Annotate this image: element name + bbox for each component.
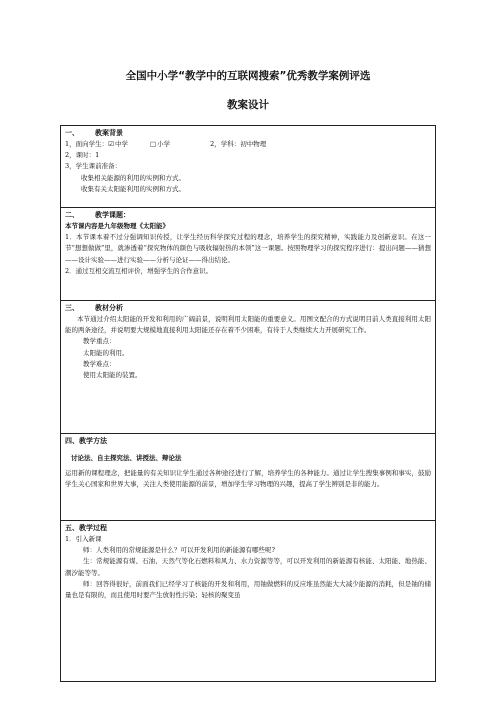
methods-line: 讨论法、自主探究法、讲授法、辩论法 (71, 454, 182, 462)
section-heading (65, 210, 431, 221)
section-teaching-methods (61, 434, 435, 521)
student-prep-line: 3，学生课前准备： (65, 162, 122, 171)
section-heading (65, 128, 431, 139)
key-point-text: 太阳能的利用。 (83, 348, 129, 357)
section-teaching-process (61, 521, 435, 681)
section-title: 五、教学过程 (65, 524, 107, 532)
audience-line (65, 139, 431, 150)
audience-label: 1，面向学生： (65, 140, 109, 148)
section-title: 教材分析 (95, 304, 123, 312)
prep-item: 收集相关能源的利用的实例和方式。 (81, 173, 185, 182)
paragraph: 2．通过互相交流互相评价，增强学生的合作意识。 (65, 266, 213, 275)
page-title: 全国中小学“教学中的互联网搜索”优秀教学案例评选 (125, 70, 371, 82)
class-hours-line: 2，课时：1 (65, 151, 100, 160)
topic-line: 本节课内容是九年级物理《太阳能》 (65, 222, 169, 230)
lesson-plan-table (60, 125, 436, 682)
section-heading (65, 303, 431, 314)
checked-checkbox-icon: ☑ (108, 140, 114, 148)
option-middle-school: 中学 (114, 140, 128, 148)
unchecked-checkbox-icon: □ (149, 140, 157, 148)
section-background (61, 126, 435, 208)
paragraph: 本节通过介绍太阳能的开发和利用的广阔前景，说明利用太阳能的重要意义。用图文配合的方式说明目前人类直接利用太阳能的两条途径，并说明要大规模地直接利用太阳能还存在着不少困难，有待于人类继续大力开展研究工作。 (65, 315, 431, 335)
section-number: 二、 (65, 211, 79, 219)
section-number: 三、 (65, 304, 79, 312)
section-topic (61, 208, 435, 301)
section-title: 教案背景 (95, 129, 123, 137)
section-title: 教学课题： (95, 211, 130, 219)
dialogue-line: 生：常规能源有煤、石油、天然气等化石燃料和风力、水力资源等等，可以开发利用的新能源有核能、太阳能、地热能、潮汐能等等。 (65, 557, 431, 577)
dialogue-line: 师：人类利用的常规能源是什么？可以开发利用的新能源有哪些呢? (83, 546, 275, 555)
difficulty-text: 使用太阳能的装置。 (83, 371, 142, 380)
page-subtitle: 教案设计 (227, 99, 269, 111)
section-title: 四、教学方法 (65, 437, 107, 445)
dialogue-line: 师：回答得很好，前面我们已经学习了核能的开发和利用，用铀做燃料的反应堆虽然能大大减少能源的消耗，但是铀的储量也是有限的，而且使用时要产生放射性污染；轻核的聚变虽 (65, 579, 431, 600)
paragraph: 运用新的课程理念，把能量的有关知识让学生通过各种途径进行了解，培养学生的各种能力。通过让学生搜集事例和事实，鼓励学生关心国家和世界大事，关注人类使用能源的前景，增加学生学习物理的兴趣，提高了学生辨别是非的能力。 (65, 469, 431, 489)
key-point-label: 教学重点： (83, 337, 116, 346)
paragraph: 1．本节课本着不过分强调知识传授，让学生经历科学探究过程的理念，培养学生的探究精神，实践能力及创新意识。在这一节“想想做做”里，就渗透着“探究物体的颜色与吸收辐射热的本领”这一课题。按照物理学习的探究程序进行：提出问题——猜想——设计实验——进行实验——分析与论证——得出结论。 (65, 233, 431, 264)
step-heading: 1．引入新课 (65, 535, 102, 543)
difficulty-label: 教学难点： (83, 359, 116, 368)
subject-text: 2，学科：初中物理 (210, 140, 267, 148)
prep-item: 收集有关太阳能利用的实例和方式。 (81, 184, 185, 193)
option-primary-school: 小学 (157, 140, 171, 148)
section-material-analysis (61, 301, 435, 434)
section-number: 一、 (65, 129, 79, 137)
